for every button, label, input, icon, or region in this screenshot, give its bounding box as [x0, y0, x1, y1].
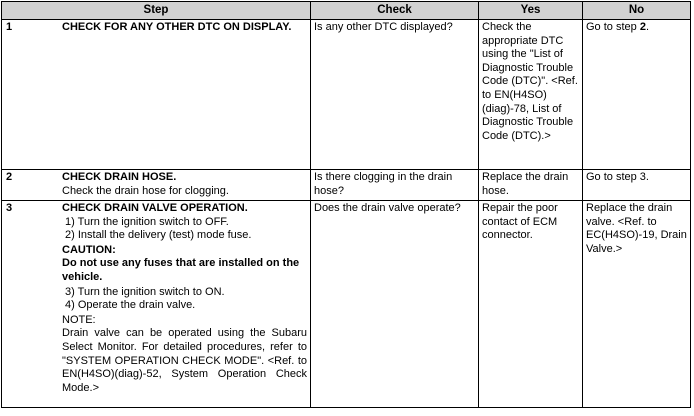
step-cell	[2, 201, 311, 408]
procedure-step: 1) Turn the ignition switch to OFF.	[65, 215, 229, 228]
step-number: 2	[6, 171, 13, 183]
step-number: 3	[6, 202, 13, 214]
note-title: NOTE:	[62, 313, 96, 326]
header-check: Check	[311, 2, 479, 20]
check-cell: Does the drain valve operate?	[311, 201, 479, 408]
yes-cell: Repair the poor contact of ECM connector.	[479, 201, 583, 408]
step-description: Check the drain hose for clogging.	[62, 184, 229, 197]
header-no: No	[583, 2, 691, 20]
no-cell: Replace the drain valve. <Ref. to EC(H4SO)-19, Drain Valve.>	[583, 201, 691, 408]
step-title: CHECK DRAIN HOSE.	[62, 171, 177, 183]
check-cell: Is there clogging in the drain hose?	[311, 170, 479, 201]
procedure-step: 3) Turn the ignition switch to ON.	[65, 285, 225, 298]
table-row	[2, 201, 691, 408]
step-number: 1	[6, 21, 13, 33]
note-body: Drain valve can be operated using the Subaru Select Monitor. For detailed procedures, refer to "SYSTEM OPERATION CHECK MODE". <Ref. to EN(H4SO)(diag)-52, System Operation Check Mode.>	[62, 327, 307, 394]
no-prefix: Go to step	[586, 21, 640, 33]
step-title: CHECK DRAIN VALVE OPERATION.	[62, 202, 248, 214]
caution-body: Do not use any fuses that are installed on the vehicle.	[62, 257, 300, 283]
no-suffix: .	[645, 21, 649, 33]
check-cell: Is any other DTC displayed?	[311, 20, 479, 170]
yes-cell: Check the appropriate DTC using the "List of Diagnostic Trouble Code (DTC)". <Ref. to EN(H4SO)(diag)-78, List of Diagnostic Trouble Code (DTC).>	[479, 20, 583, 170]
step-cell	[2, 20, 311, 170]
no-step-link[interactable]: 2	[639, 21, 646, 33]
header-yes: Yes	[479, 2, 583, 20]
no-cell	[583, 20, 691, 170]
header-step: Step	[2, 2, 311, 20]
procedure-step: 2) Install the delivery (test) mode fuse.	[65, 229, 252, 242]
table-row	[2, 170, 691, 201]
no-cell: Go to step 3.	[583, 170, 691, 201]
caution-title: CAUTION:	[62, 243, 116, 256]
step-cell	[2, 170, 311, 201]
table-header-row	[2, 2, 691, 20]
yes-cell: Replace the drain hose.	[479, 170, 583, 201]
step-title: CHECK FOR ANY OTHER DTC ON DISPLAY.	[62, 21, 292, 33]
table-row	[2, 20, 691, 170]
diagnostic-table	[1, 1, 691, 408]
procedure-step: 4) Operate the drain valve.	[65, 299, 196, 312]
